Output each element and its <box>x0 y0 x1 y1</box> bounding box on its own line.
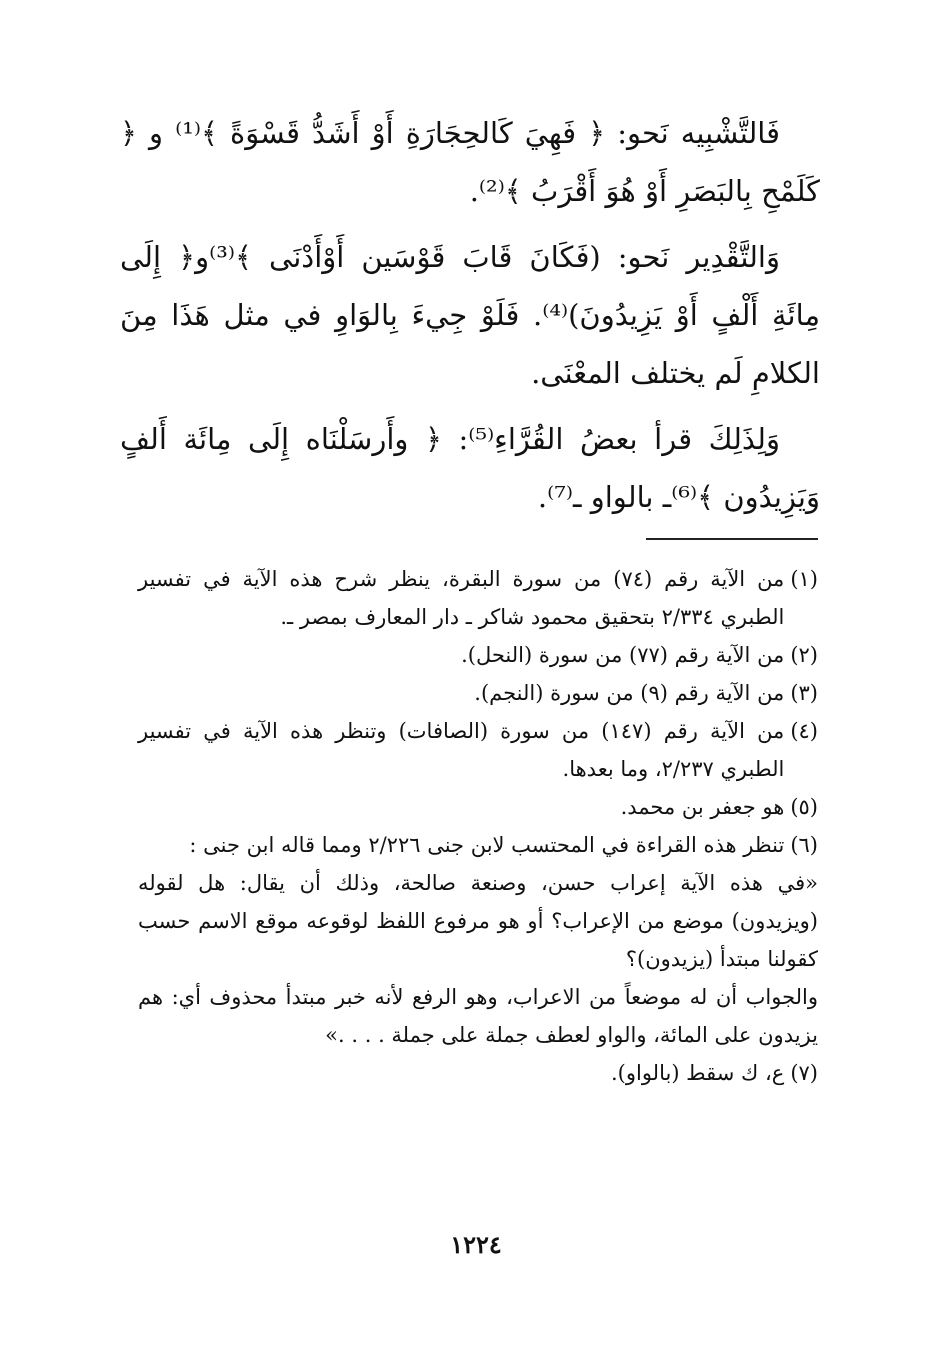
paragraph-tashbih: فَالتَّشْبِيه نَحو: ﴿ فَهِيَ كَالحِجَارَةِ أَوْ أَشَدُّ قَسْوَةً ﴾⁽¹⁾ و ﴿ كَلَمْحِ بِالبَصَرِ أَوْ هُوَ أَقْرَبُ ﴾⁽²⁾. <box>120 116 820 208</box>
footnote-text: من الآية رقم (١٤٧) من سورة (الصافات) وتنظر هذه الآية في تفسير الطبري ٢/٢٣٧، وما بعدها. <box>138 719 785 781</box>
footnote-number: (٤) <box>790 719 818 743</box>
quote-paragraph: «في هذه الآية إعراب حسن، وصنعة صالحة، وذلك أن يقال: هل لقوله (ويزيدون) موضع من الإعراب؟ أو هو مرفوع اللفظ لوقوعه موقع الاسم حسب كقولنا مبتدأ (يزيدون)؟ <box>138 871 818 971</box>
footnote-4 <box>138 712 818 788</box>
quote-paragraph: والجواب أن له موضعاً من الاعراب، وهو الرفع لأنه خبر مبتدأ محذوف أي: هم يزيدون على المائة، والواو لعطف جملة على جملة . . . .» <box>138 985 818 1047</box>
footnote-1 <box>138 560 818 636</box>
ibn-jinni-quote <box>138 864 818 1054</box>
footnote-number: (٣) <box>790 681 818 705</box>
footnote-text: من الآية رقم (٩) من سورة (النجم). <box>474 681 785 705</box>
footnote-3 <box>138 674 818 712</box>
footnote-text: من الآية رقم (٧٤) من سورة البقرة، ينظر شرح هذه الآية في تفسير الطبري ٢/٣٣٤ بتحقيق محمود شاكر ـ دار المعارف بمصر ـ. <box>138 567 785 629</box>
page-number: ١٢٢٤ <box>450 1230 502 1259</box>
footnote-separator <box>646 538 818 540</box>
footnote-5 <box>138 788 818 826</box>
footnote-number: (٥) <box>790 795 818 819</box>
footnote-number: (١) <box>790 567 818 591</box>
paragraph-taqdir: وَالتَّقْدِير نَحو: (فَكَانَ قَابَ قَوْسَين أَوْأَدْنَى ﴾⁽³⁾و﴿ إِلَى مِائَةِ أَلْفٍ أَوْ يَزِيدُونَ)⁽⁴⁾. فَلَوْ جِيءَ بِالوَاوِ في مثل هَذَا مِنَ الكلامِ لَم يختلف المعْنَى. <box>120 240 820 390</box>
main-text <box>120 104 820 534</box>
footnote-number: (٧) <box>790 1061 818 1085</box>
footnote-number: (٢) <box>790 643 818 667</box>
paragraph-qiraa: وَلِذَلِكَ قرأ بعضُ القُرَّاءِ⁽⁵⁾: ﴿ وأَرسَلْنَاه إِلَى مِائَة أَلفٍ وَيَزِيدُون ﴾⁽⁶⁾ـ بالواو ـ⁽⁷⁾. <box>120 422 820 514</box>
footnote-text: ع، ك سقط (بالواو). <box>610 1061 785 1085</box>
footnote-text: هو جعفر بن محمد. <box>620 795 785 819</box>
footnote-number: (٦) <box>790 833 818 857</box>
footnote-text: من الآية رقم (٧٧) من سورة (النحل). <box>461 643 785 667</box>
footnote-text: تنظر هذه القراءة في المحتسب لابن جنى ٢/٢٢٦ ومما قاله ابن جنى : <box>189 833 785 857</box>
footnote-6 <box>138 826 818 864</box>
footnote-7 <box>138 1054 818 1092</box>
footnotes <box>138 560 818 1092</box>
footnote-2 <box>138 636 818 674</box>
